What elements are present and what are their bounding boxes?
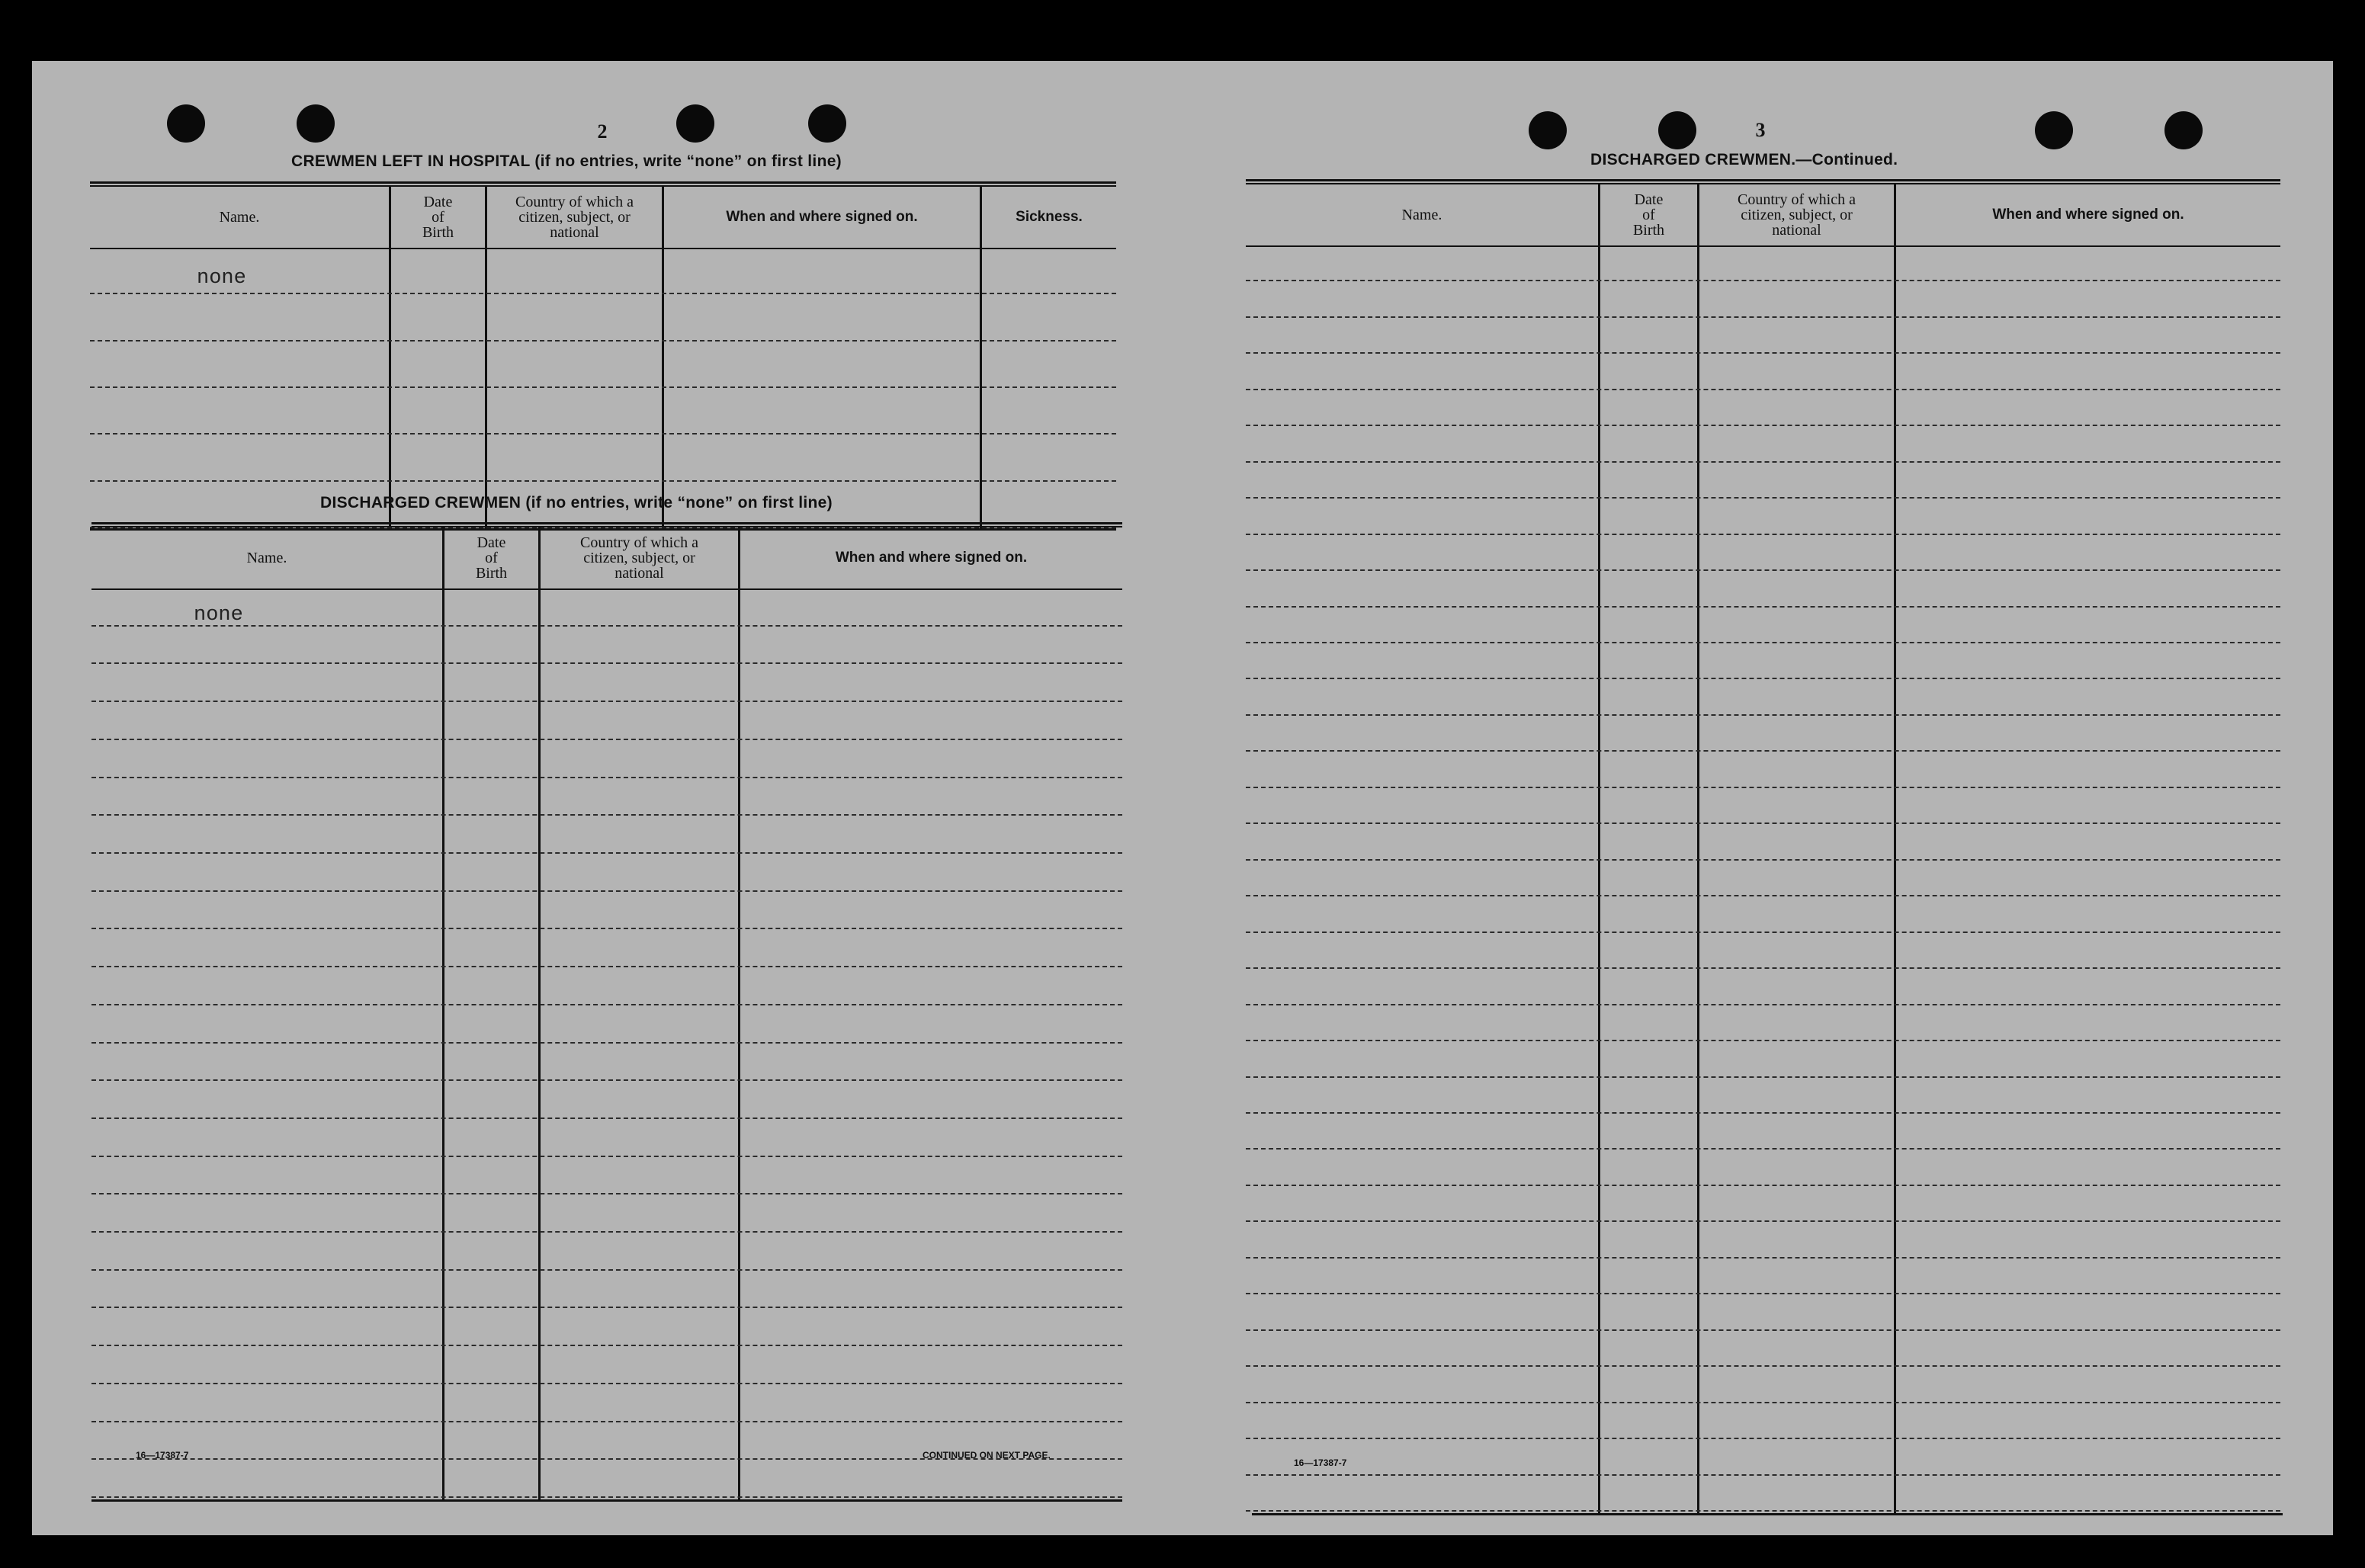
ruled-row-line <box>91 1117 1122 1119</box>
ruled-row-line <box>91 814 1122 816</box>
ruled-row-line <box>91 852 1122 854</box>
ruled-row-line <box>1246 1257 2280 1259</box>
ruled-row-line <box>1246 787 2280 788</box>
ruled-row-line <box>91 966 1122 967</box>
ruled-row-line <box>91 701 1122 702</box>
ruled-row-line <box>1246 1510 2280 1512</box>
ruled-row-line <box>1246 497 2280 499</box>
ruled-row-line <box>1246 569 2280 571</box>
ruled-row-line <box>91 1156 1122 1157</box>
right-header-country: Country of which a citizen, subject, or national <box>1738 191 1856 239</box>
ruled-row-line <box>90 293 1116 294</box>
ruled-row-line <box>1246 461 2280 463</box>
page-number-right: 3 <box>1755 119 1766 141</box>
ruled-row-line <box>91 1383 1122 1384</box>
punch-hole-icon <box>1529 111 1567 149</box>
ruled-row-line <box>1246 1148 2280 1150</box>
discharged-header-dob: Date of Birth <box>475 534 508 582</box>
hospital-header-sickness: Sickness. <box>1016 209 1083 225</box>
hospital-header-dob: Date of Birth <box>422 194 454 241</box>
ruled-row-line <box>1246 1329 2280 1331</box>
punch-hole-icon <box>2164 111 2203 149</box>
ruled-row-line <box>1246 1220 2280 1222</box>
right-header-dob: Date of Birth <box>1632 191 1665 239</box>
discharged-header-country: Country of which a citizen, subject, or national <box>580 534 698 582</box>
discharged-section-title: DISCHARGED CREWMEN (if no entries, write “none” on first line) <box>320 494 833 511</box>
punch-hole-icon <box>676 104 714 143</box>
ruled-row-line <box>91 777 1122 778</box>
ruled-row-line <box>1246 1402 2280 1403</box>
hospital-header-signed: When and where signed on. <box>726 209 918 225</box>
ruled-row-line <box>1246 389 2280 390</box>
ruled-row-line <box>91 1269 1122 1271</box>
form-number-right: 16—17387-7 <box>1294 1457 1347 1468</box>
discharged-header-signed: When and where signed on. <box>835 550 1028 566</box>
ruled-row-line <box>1246 316 2280 318</box>
ruled-row-line <box>91 1042 1122 1044</box>
ruled-row-line <box>1246 932 2280 933</box>
ruled-row-line <box>91 928 1122 929</box>
punch-hole-icon <box>1658 111 1696 149</box>
ruled-row-line <box>1246 1365 2280 1367</box>
continued-note: CONTINUED ON NEXT PAGE. <box>923 1450 1051 1461</box>
ruled-row-line <box>91 739 1122 740</box>
right-section-title: DISCHARGED CREWMEN.—Continued. <box>1590 151 1898 168</box>
ruled-row-line <box>1246 642 2280 643</box>
ruled-row-line <box>91 1079 1122 1081</box>
ruled-row-line <box>1246 1185 2280 1186</box>
ruled-row-line <box>91 1193 1122 1194</box>
hospital-header-country: Country of which a citizen, subject, or national <box>515 194 634 241</box>
ruled-row-line <box>90 433 1116 434</box>
hospital-first-entry: none <box>197 267 246 290</box>
ruled-row-line <box>1246 1004 2280 1005</box>
ruled-row-line <box>91 1421 1122 1422</box>
ruled-row-line <box>1246 822 2280 824</box>
ruled-row-line <box>91 625 1122 627</box>
ruled-row-line <box>1246 1474 2280 1476</box>
discharged-rows <box>91 590 1122 1499</box>
punch-hole-icon <box>167 104 205 143</box>
ruled-row-line <box>91 1307 1122 1308</box>
ruled-row-line <box>1246 895 2280 896</box>
ruled-row-line <box>1246 750 2280 752</box>
ruled-row-line <box>1246 1438 2280 1439</box>
ruled-row-line <box>90 340 1116 341</box>
punch-hole-icon <box>297 104 335 143</box>
ruled-row-line <box>91 890 1122 892</box>
hospital-section-title: CREWMEN LEFT IN HOSPITAL (if no entries, write “none” on first line) <box>291 152 842 170</box>
right-discharged-rows <box>1246 247 2280 1513</box>
punch-hole-icon <box>2035 111 2073 149</box>
document-sheet <box>32 61 2333 1535</box>
hospital-header-name: Name. <box>219 209 260 226</box>
ruled-row-line <box>1246 1076 2280 1078</box>
ruled-row-line <box>90 480 1116 482</box>
discharged-header-name: Name. <box>246 550 287 566</box>
ruled-row-line <box>1246 1293 2280 1294</box>
ruled-row-line <box>1246 967 2280 969</box>
ruled-row-line <box>1246 859 2280 861</box>
punch-hole-icon <box>808 104 846 143</box>
ruled-row-line <box>91 1345 1122 1346</box>
ruled-row-line <box>1246 714 2280 716</box>
right-header-name: Name. <box>1401 207 1442 223</box>
ruled-row-line <box>91 1231 1122 1233</box>
ruled-row-line <box>1246 352 2280 354</box>
ruled-row-line <box>91 1004 1122 1005</box>
right-header-signed: When and where signed on. <box>1992 207 2184 223</box>
ruled-row-line <box>91 1496 1122 1498</box>
ruled-row-line <box>1246 280 2280 281</box>
ruled-row-line <box>1246 678 2280 679</box>
ruled-row-line <box>1246 534 2280 535</box>
ruled-row-line <box>1246 606 2280 608</box>
form-number-left: 16—17387-7 <box>136 1450 189 1461</box>
ruled-row-line <box>1246 425 2280 426</box>
ruled-row-line <box>90 386 1116 388</box>
ruled-row-line <box>1246 1040 2280 1041</box>
ruled-row-line <box>1246 1112 2280 1114</box>
ruled-row-line <box>91 662 1122 664</box>
page-number-left: 2 <box>597 120 608 143</box>
discharged-first-entry: none <box>194 604 243 627</box>
hospital-rows <box>90 249 1116 530</box>
